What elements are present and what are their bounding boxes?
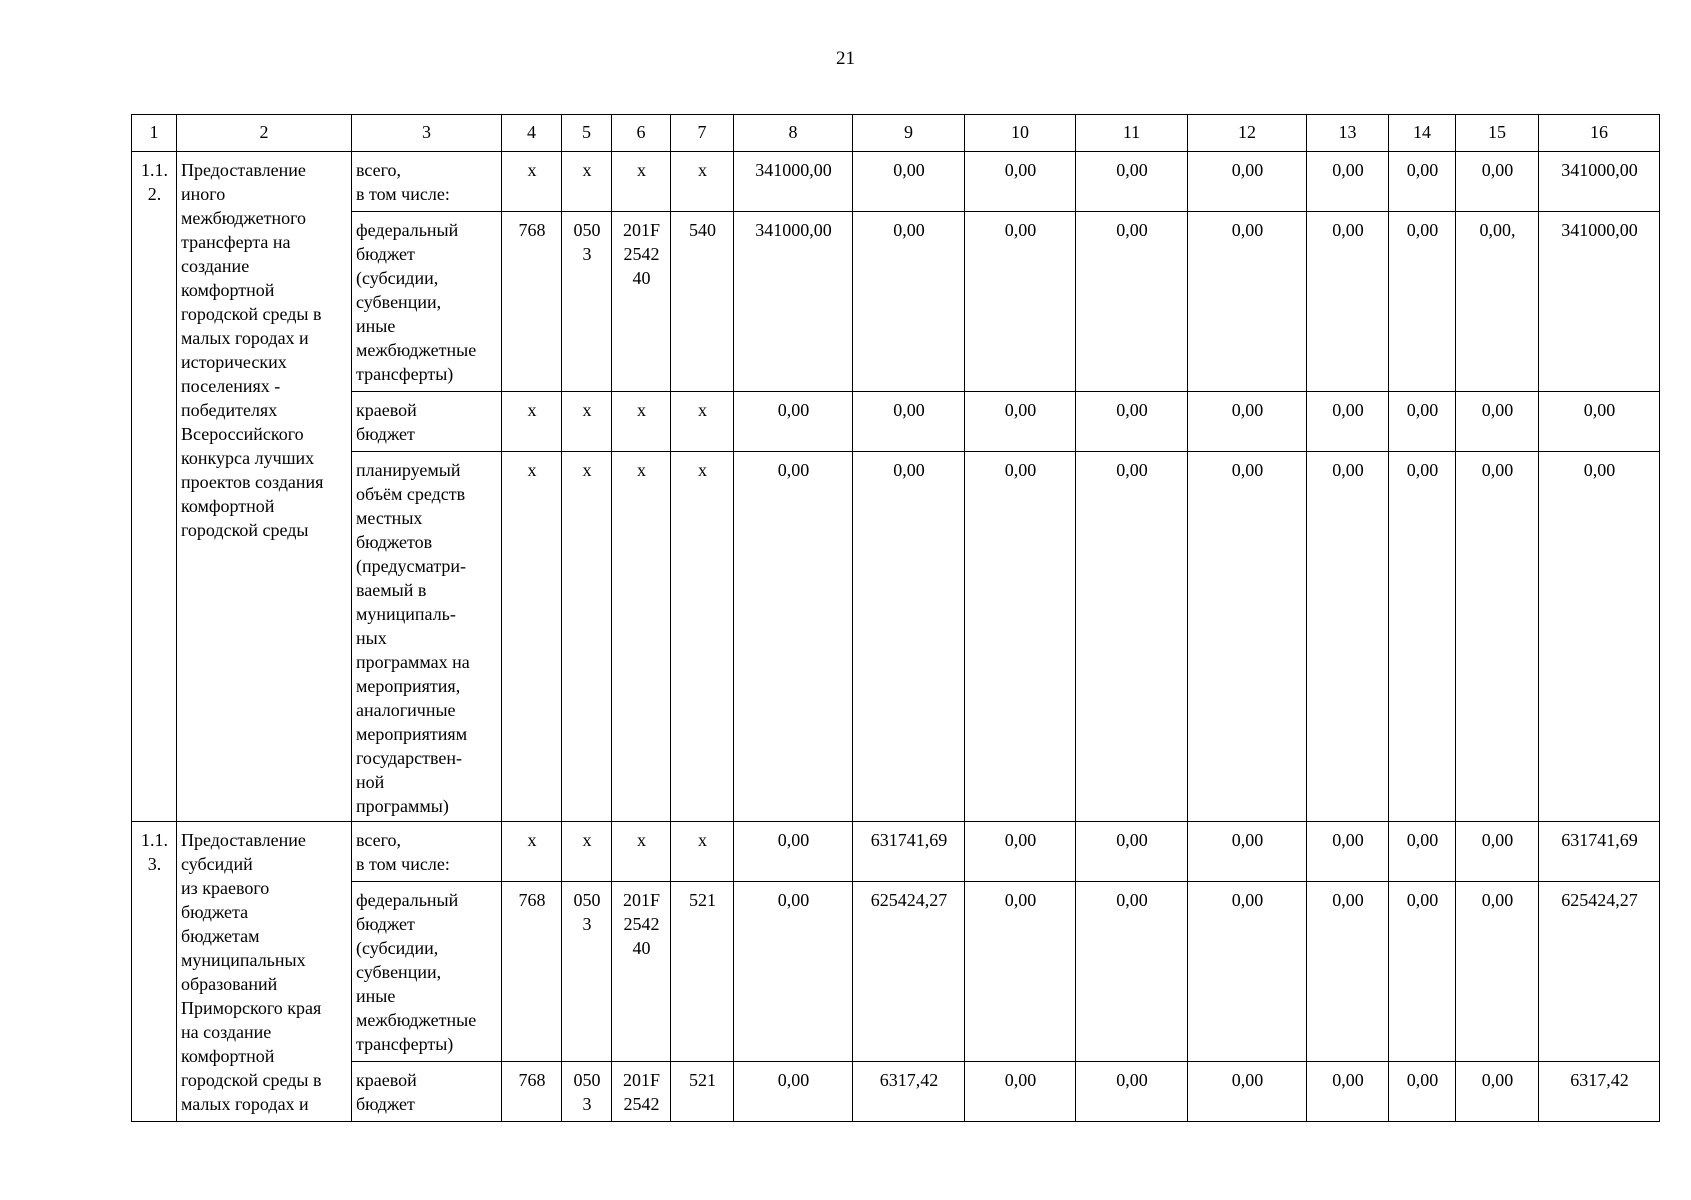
amount-cell: 0,00 — [1389, 392, 1456, 452]
csr-code-cell: 201F 2542 — [612, 1062, 671, 1122]
header-cell: 12 — [1188, 115, 1307, 152]
amount-cell: 0,00 — [1076, 152, 1188, 212]
item-number-cell: 1.1. 2. — [132, 152, 177, 822]
amount-cell: 0,00 — [1389, 1062, 1456, 1122]
rzpr-code-cell: 050 3 — [562, 212, 612, 392]
amount-cell: 0,00 — [853, 452, 965, 822]
amount-cell: 631741,69 — [1539, 822, 1660, 882]
header-cell: 1 — [132, 115, 177, 152]
budget-table-body — [132, 115, 1660, 1122]
rzpr-code-cell: х — [562, 822, 612, 882]
amount-cell: 0,00 — [1188, 452, 1307, 822]
amount-cell: 0,00 — [1076, 882, 1188, 1062]
funding-source-cell: всего, в том числе: — [352, 152, 502, 212]
amount-cell: 0,00 — [1188, 392, 1307, 452]
grbs-code-cell: х — [502, 392, 562, 452]
amount-cell: 0,00 — [1307, 1062, 1389, 1122]
grbs-code-cell: 768 — [502, 212, 562, 392]
amount-cell: 0,00 — [853, 152, 965, 212]
amount-cell: 0,00 — [1076, 822, 1188, 882]
amount-cell: 0,00 — [734, 882, 853, 1062]
amount-cell: 0,00 — [1307, 152, 1389, 212]
vr-code-cell: х — [671, 152, 734, 212]
amount-cell: 0,00, — [1456, 212, 1539, 392]
amount-cell: 0,00 — [1389, 882, 1456, 1062]
header-cell: 10 — [965, 115, 1076, 152]
amount-cell: 0,00 — [1188, 1062, 1307, 1122]
amount-cell: 631741,69 — [853, 822, 965, 882]
amount-cell: 0,00 — [734, 822, 853, 882]
csr-code-cell: х — [612, 152, 671, 212]
funding-source-cell: всего, в том числе: — [352, 822, 502, 882]
header-cell: 16 — [1539, 115, 1660, 152]
amount-cell: 6317,42 — [853, 1062, 965, 1122]
rzpr-code-cell: 050 3 — [562, 1062, 612, 1122]
amount-cell: 0,00 — [1307, 392, 1389, 452]
amount-cell: 0,00 — [965, 1062, 1076, 1122]
header-cell: 8 — [734, 115, 853, 152]
vr-code-cell: 540 — [671, 212, 734, 392]
grbs-code-cell: х — [502, 822, 562, 882]
amount-cell: 0,00 — [1188, 882, 1307, 1062]
amount-cell: 0,00 — [1188, 822, 1307, 882]
header-cell: 7 — [671, 115, 734, 152]
item-number-cell: 1.1. 3. — [132, 822, 177, 1122]
vr-code-cell: х — [671, 822, 734, 882]
page-number: 21 — [836, 48, 855, 69]
header-cell: 4 — [502, 115, 562, 152]
amount-cell: 0,00 — [1076, 1062, 1188, 1122]
item-name-cell: Предоставление субсидий из краевого бюджета бюджетам муниципальных образований Приморского края на создание комфортной городской среды в малых городах и — [177, 822, 352, 1122]
rzpr-code-cell: 050 3 — [562, 882, 612, 1062]
amount-cell: 0,00 — [1389, 452, 1456, 822]
amount-cell: 0,00 — [1456, 1062, 1539, 1122]
amount-cell: 0,00 — [1456, 452, 1539, 822]
amount-cell: 0,00 — [1188, 212, 1307, 392]
amount-cell: 6317,42 — [1539, 1062, 1660, 1122]
table-row — [132, 392, 1660, 452]
csr-code-cell: х — [612, 392, 671, 452]
header-cell: 2 — [177, 115, 352, 152]
funding-source-cell: федеральный бюджет (субсидии, субвенции, иные межбюджетные трансферты) — [352, 212, 502, 392]
amount-cell: 0,00 — [1076, 452, 1188, 822]
header-cell: 6 — [612, 115, 671, 152]
amount-cell: 0,00 — [1389, 152, 1456, 212]
amount-cell: 0,00 — [1456, 822, 1539, 882]
rzpr-code-cell: х — [562, 152, 612, 212]
amount-cell: 0,00 — [1076, 212, 1188, 392]
table-row — [132, 882, 1660, 1062]
grbs-code-cell: х — [502, 452, 562, 822]
rzpr-code-cell: х — [562, 392, 612, 452]
amount-cell: 625424,27 — [853, 882, 965, 1062]
table-row — [132, 452, 1660, 822]
amount-cell: 0,00 — [965, 212, 1076, 392]
amount-cell: 341000,00 — [1539, 212, 1660, 392]
grbs-code-cell: х — [502, 152, 562, 212]
csr-code-cell: х — [612, 822, 671, 882]
csr-code-cell: 201F 2542 40 — [612, 882, 671, 1062]
vr-code-cell: х — [671, 392, 734, 452]
amount-cell: 0,00 — [965, 822, 1076, 882]
amount-cell: 0,00 — [965, 152, 1076, 212]
csr-code-cell: 201F 2542 40 — [612, 212, 671, 392]
amount-cell: 0,00 — [1188, 152, 1307, 212]
rzpr-code-cell: х — [562, 452, 612, 822]
amount-cell: 0,00 — [1307, 452, 1389, 822]
amount-cell: 625424,27 — [1539, 882, 1660, 1062]
amount-cell: 0,00 — [853, 212, 965, 392]
header-cell: 3 — [352, 115, 502, 152]
budget-table — [131, 114, 1660, 1122]
funding-source-cell: краевой бюджет — [352, 392, 502, 452]
amount-cell: 0,00 — [1307, 882, 1389, 1062]
column-number-header-row — [132, 115, 1660, 152]
funding-source-cell: планируемый объём средств местных бюджетов (предусматри- ваемый в муниципаль- ных программах на мероприятия, аналогичные мероприятиям государствен- ной программы) — [352, 452, 502, 822]
amount-cell: 0,00 — [1307, 822, 1389, 882]
table-row — [132, 152, 1660, 212]
funding-source-cell: федеральный бюджет (субсидии, субвенции, иные межбюджетные трансферты) — [352, 882, 502, 1062]
header-cell: 15 — [1456, 115, 1539, 152]
amount-cell: 341000,00 — [1539, 152, 1660, 212]
header-cell: 5 — [562, 115, 612, 152]
amount-cell: 0,00 — [1539, 452, 1660, 822]
amount-cell: 0,00 — [734, 452, 853, 822]
amount-cell: 0,00 — [1456, 392, 1539, 452]
vr-code-cell: 521 — [671, 1062, 734, 1122]
item-name-cell: Предоставление иного межбюджетного трансферта на создание комфортной городской среды в малых городах и исторических поселениях - победителях Всероссийского конкурса лучших проектов создания комфортной городской среды — [177, 152, 352, 822]
amount-cell: 0,00 — [965, 392, 1076, 452]
header-cell: 9 — [853, 115, 965, 152]
funding-source-cell: краевой бюджет — [352, 1062, 502, 1122]
grbs-code-cell: 768 — [502, 882, 562, 1062]
vr-code-cell: х — [671, 452, 734, 822]
amount-cell: 0,00 — [1389, 822, 1456, 882]
table-row — [132, 1062, 1660, 1122]
amount-cell: 0,00 — [734, 1062, 853, 1122]
header-cell: 11 — [1076, 115, 1188, 152]
amount-cell: 0,00 — [965, 452, 1076, 822]
amount-cell: 0,00 — [853, 392, 965, 452]
header-cell: 13 — [1307, 115, 1389, 152]
amount-cell: 0,00 — [734, 392, 853, 452]
amount-cell: 0,00 — [1456, 882, 1539, 1062]
table-row — [132, 212, 1660, 392]
table-row — [132, 822, 1660, 882]
amount-cell: 0,00 — [1076, 392, 1188, 452]
vr-code-cell: 521 — [671, 882, 734, 1062]
amount-cell: 0,00 — [1539, 392, 1660, 452]
grbs-code-cell: 768 — [502, 1062, 562, 1122]
amount-cell: 341000,00 — [734, 152, 853, 212]
header-cell: 14 — [1389, 115, 1456, 152]
amount-cell: 0,00 — [1389, 212, 1456, 392]
amount-cell: 0,00 — [1307, 212, 1389, 392]
amount-cell: 0,00 — [1456, 152, 1539, 212]
amount-cell: 341000,00 — [734, 212, 853, 392]
csr-code-cell: х — [612, 452, 671, 822]
amount-cell: 0,00 — [965, 882, 1076, 1062]
